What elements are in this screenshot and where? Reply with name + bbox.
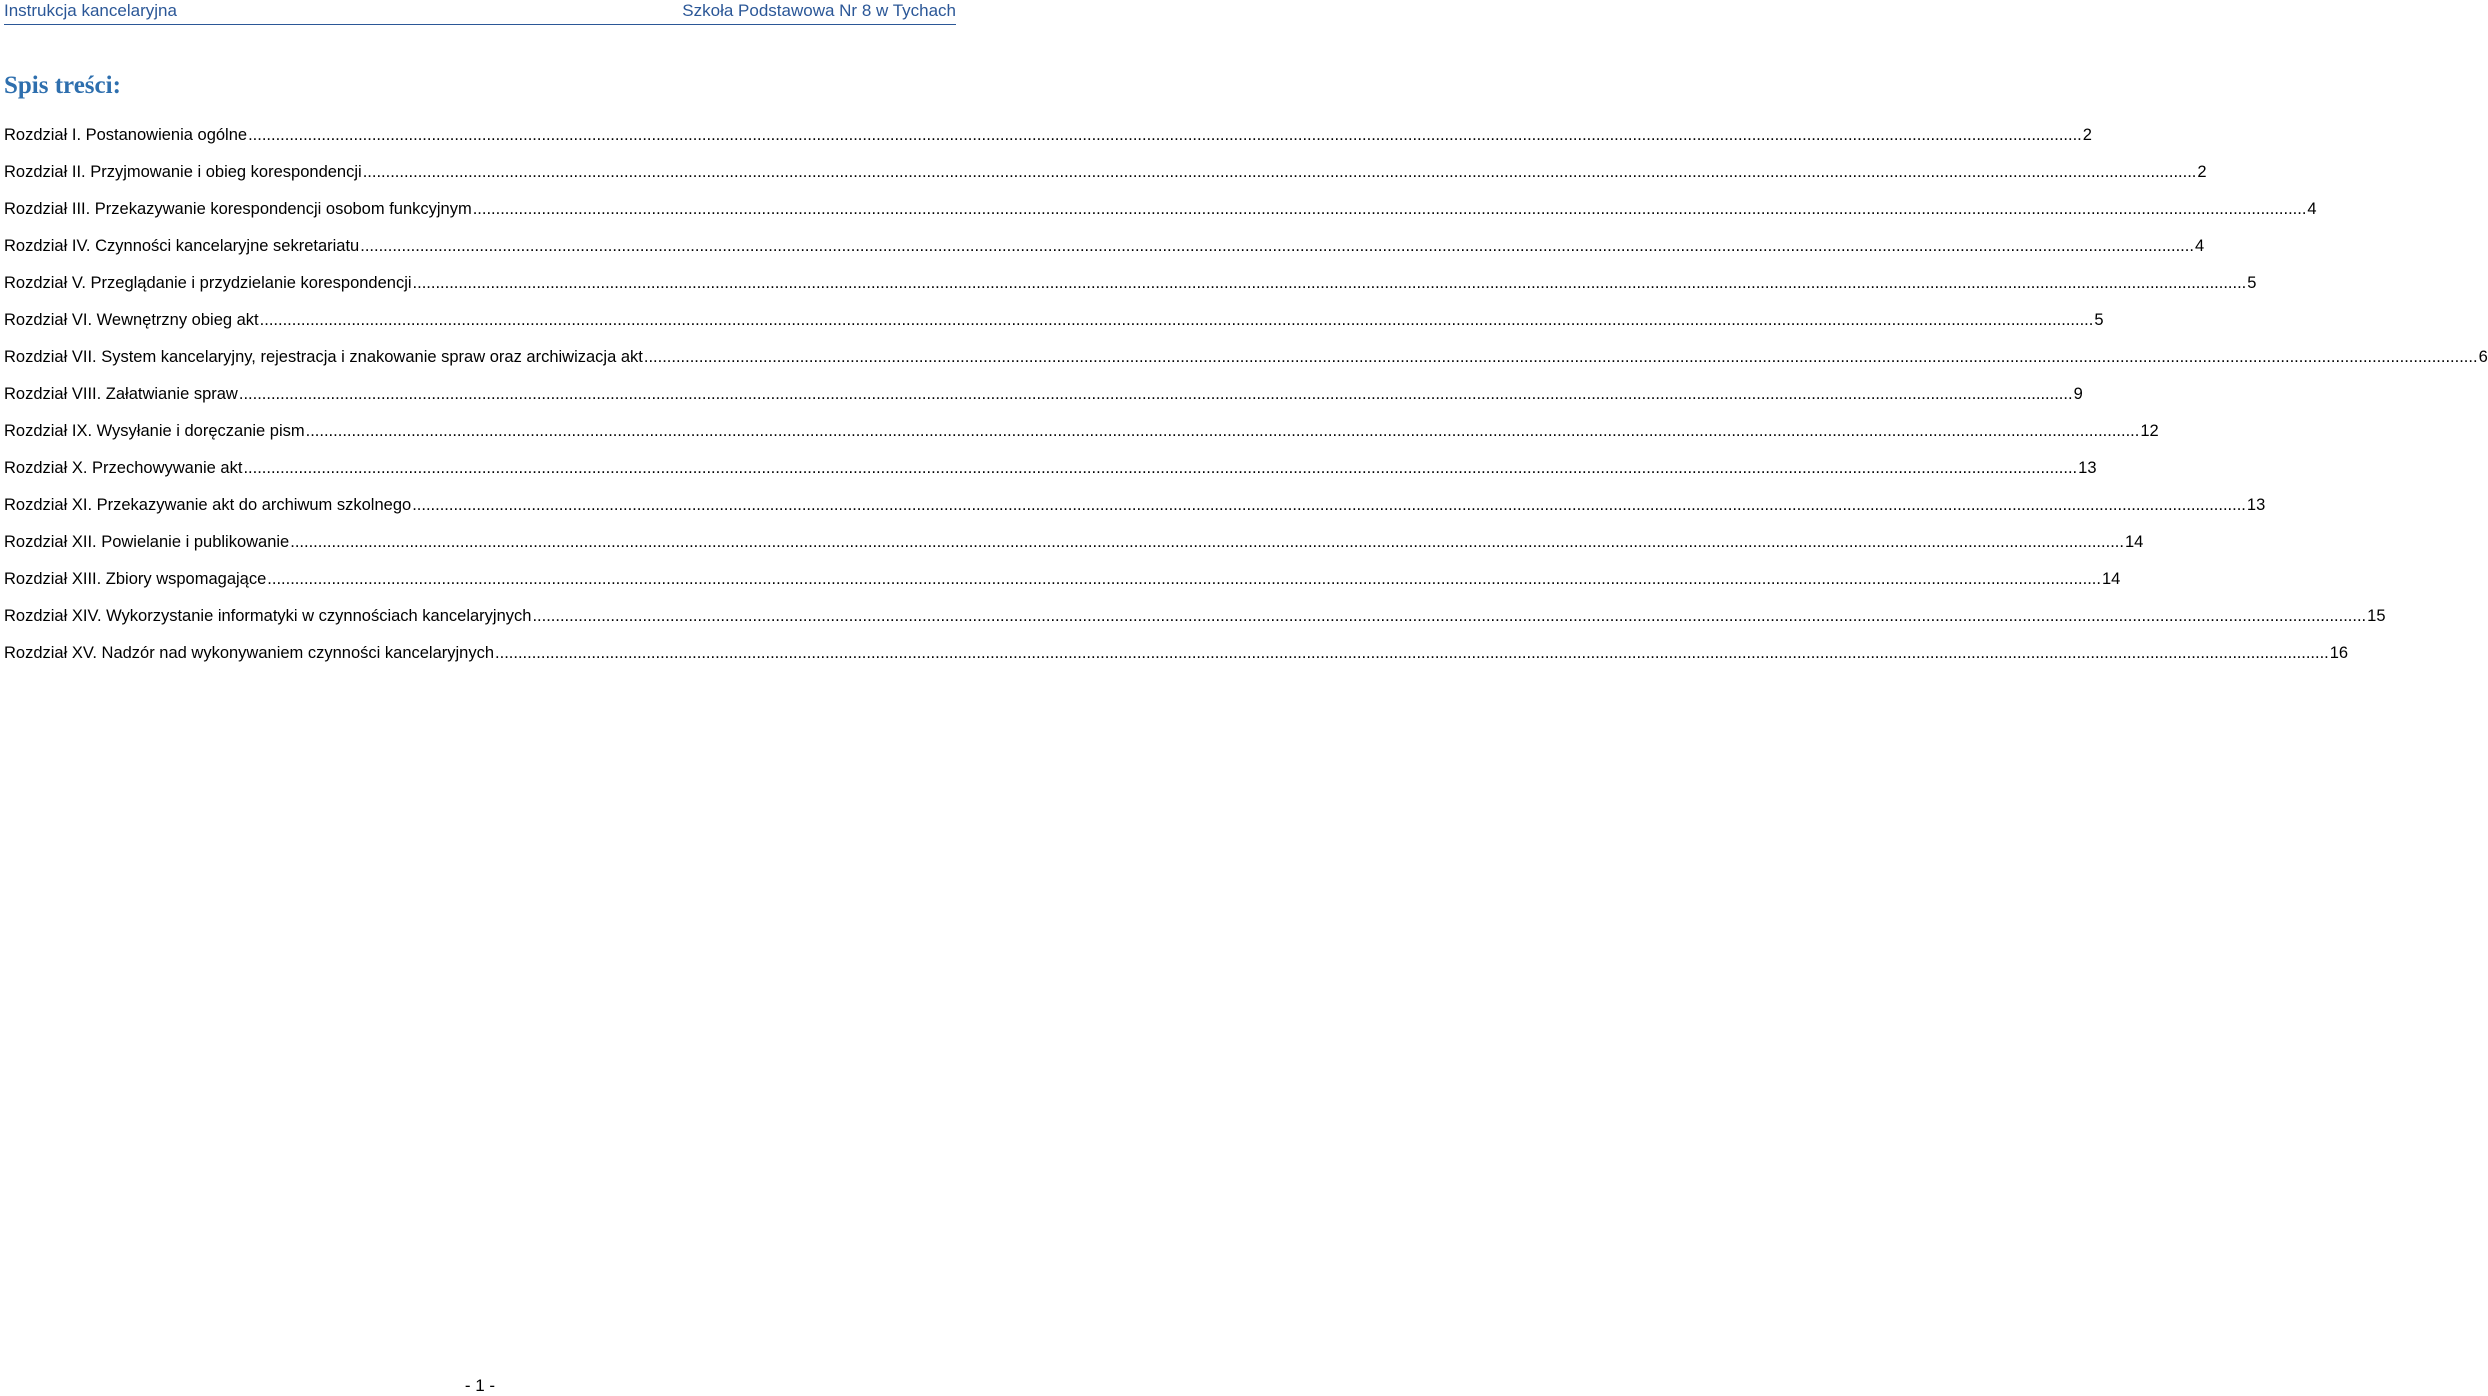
toc-dot-leader: ................................................................................................................................................................................................................................................................................................................................................................................................................ bbox=[267, 570, 2101, 588]
toc-title: Spis treści: bbox=[4, 72, 121, 99]
toc-entry-page: 2 bbox=[2197, 163, 2207, 181]
toc-entry-label: Rozdział XIII. Zbiory wspomagające bbox=[4, 570, 267, 588]
toc-entry-page: 13 bbox=[2078, 459, 2097, 477]
toc-entry[interactable] bbox=[4, 422, 2159, 459]
toc-entry-label: Rozdział VII. System kancelaryjny, rejestracja i znakowanie spraw oraz archiwizacja akt bbox=[4, 348, 643, 366]
toc-entry[interactable] bbox=[4, 644, 2349, 681]
toc-dot-leader: ................................................................................................................................................................................................................................................................................................................................................................................................................ bbox=[643, 348, 2478, 366]
toc-entry-label: Rozdział IX. Wysyłanie i doręczanie pism bbox=[4, 422, 305, 440]
toc-entry-label: Rozdział XII. Powielanie i publikowanie bbox=[4, 533, 290, 551]
toc-entry-page: 16 bbox=[2329, 644, 2349, 662]
toc-dot-leader: ................................................................................................................................................................................................................................................................................................................................................................................................................ bbox=[259, 311, 2094, 329]
toc-dot-leader: ................................................................................................................................................................................................................................................................................................................................................................................................................ bbox=[412, 274, 2247, 292]
toc-entry-label: Rozdział VIII. Załatwianie spraw bbox=[4, 385, 238, 403]
toc-entry[interactable] bbox=[4, 311, 2104, 348]
toc-dot-leader: ................................................................................................................................................................................................................................................................................................................................................................................................................ bbox=[532, 607, 2367, 625]
toc-entry-label: Rozdział I. Postanowienia ogólne bbox=[4, 126, 248, 144]
toc-entry[interactable] bbox=[4, 348, 2488, 385]
toc-entry[interactable] bbox=[4, 533, 2144, 570]
toc-entry[interactable] bbox=[4, 385, 2083, 422]
toc-entry[interactable] bbox=[4, 237, 2205, 274]
toc-entry-label: Rozdział IV. Czynności kancelaryjne sekretariatu bbox=[4, 237, 360, 255]
toc-entry-label: Rozdział VI. Wewnętrzny obieg akt bbox=[4, 311, 259, 329]
toc-entry[interactable] bbox=[4, 496, 2266, 533]
page-number: - 1 - bbox=[464, 1376, 496, 1395]
toc-entry-label: Rozdział II. Przyjmowanie i obieg korespondencji bbox=[4, 163, 362, 181]
toc-dot-leader: ................................................................................................................................................................................................................................................................................................................................................................................................................ bbox=[472, 200, 2307, 218]
toc-entry-page: 5 bbox=[2247, 274, 2257, 292]
toc-dot-leader: ................................................................................................................................................................................................................................................................................................................................................................................................................ bbox=[412, 496, 2246, 514]
toc-entry[interactable] bbox=[4, 163, 2207, 200]
toc-entry-page: 14 bbox=[2124, 533, 2144, 551]
page-header bbox=[4, 0, 956, 25]
toc-entry[interactable] bbox=[4, 126, 2092, 163]
toc-dot-leader: ................................................................................................................................................................................................................................................................................................................................................................................................................ bbox=[243, 459, 2078, 477]
toc-entry-page: 9 bbox=[2073, 385, 2083, 403]
toc-entry-label: Rozdział X. Przechowywanie akt bbox=[4, 459, 243, 477]
table-of-contents bbox=[4, 126, 2488, 681]
toc-entry[interactable] bbox=[4, 459, 2097, 496]
toc-entry-label: Rozdział XV. Nadzór nad wykonywaniem czynności kancelaryjnych bbox=[4, 644, 495, 662]
toc-entry[interactable] bbox=[4, 274, 2257, 311]
toc-entry-label: Rozdział III. Przekazywanie korespondencji osobom funkcyjnym bbox=[4, 200, 472, 218]
toc-dot-leader: ................................................................................................................................................................................................................................................................................................................................................................................................................ bbox=[495, 644, 2329, 662]
toc-dot-leader: ................................................................................................................................................................................................................................................................................................................................................................................................................ bbox=[305, 422, 2140, 440]
toc-entry-label: Rozdział V. Przeglądanie i przydzielanie korespondencji bbox=[4, 274, 412, 292]
toc-entry-label: Rozdział XIV. Wykorzystanie informatyki w czynnościach kancelaryjnych bbox=[4, 607, 532, 625]
toc-dot-leader: ................................................................................................................................................................................................................................................................................................................................................................................................................ bbox=[238, 385, 2073, 403]
toc-entry[interactable] bbox=[4, 607, 2386, 644]
header-school-name: Szkoła Podstawowa Nr 8 w Tychach bbox=[682, 1, 956, 20]
toc-entry-page: 4 bbox=[2194, 237, 2205, 255]
toc-entry-page: 12 bbox=[2140, 422, 2159, 440]
toc-dot-leader: ................................................................................................................................................................................................................................................................................................................................................................................................................ bbox=[360, 237, 2194, 255]
toc-entry[interactable] bbox=[4, 570, 2121, 607]
toc-dot-leader: ................................................................................................................................................................................................................................................................................................................................................................................................................ bbox=[290, 533, 2124, 551]
toc-entry-page: 4 bbox=[2307, 200, 2317, 218]
toc-dot-leader: ................................................................................................................................................................................................................................................................................................................................................................................................................ bbox=[248, 126, 2082, 144]
toc-entry-page: 15 bbox=[2367, 607, 2386, 625]
toc-dot-leader: ................................................................................................................................................................................................................................................................................................................................................................................................................ bbox=[362, 163, 2197, 181]
toc-entry-page: 2 bbox=[2082, 126, 2092, 144]
toc-entry-page: 13 bbox=[2246, 496, 2266, 514]
toc-entry[interactable] bbox=[4, 200, 2317, 237]
header-document-title: Instrukcja kancelaryjna bbox=[4, 1, 177, 20]
toc-entry-page: 14 bbox=[2101, 570, 2121, 588]
toc-entry-page: 5 bbox=[2094, 311, 2104, 329]
toc-entry-page: 6 bbox=[2478, 348, 2488, 366]
toc-entry-label: Rozdział XI. Przekazywanie akt do archiwum szkolnego bbox=[4, 496, 412, 514]
